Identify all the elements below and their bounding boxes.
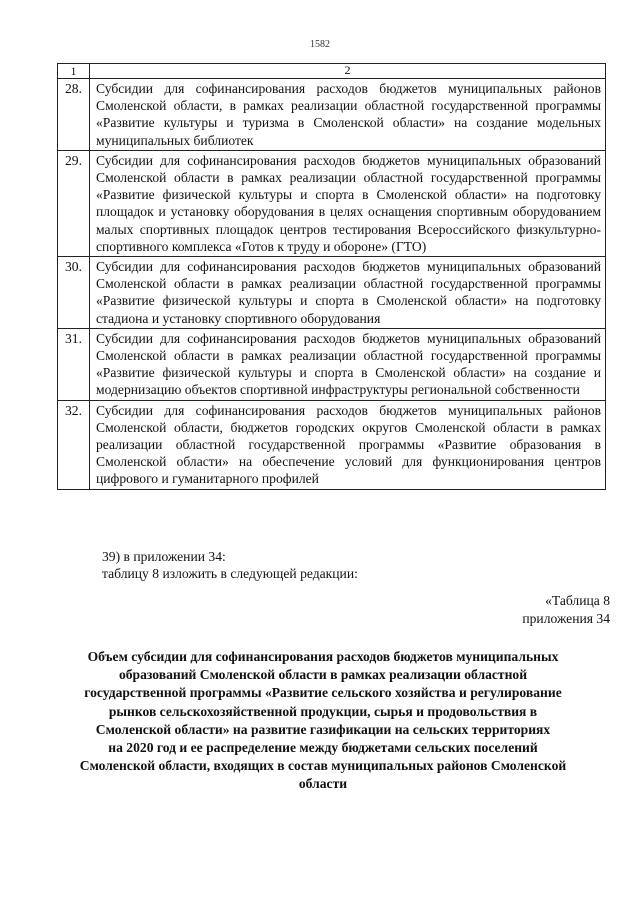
- title-line: Смоленской области, входящих в состав муниципальных районов Смоленской: [79, 758, 567, 774]
- row-text: Субсидии для софинансирования расходов бюджетов муниципальных образований Смоленской области в рамках реализации областной государственной программы «Развитие физической культуры и спорта в Смоленской области» на подготовку стадиона и установку спортивного оборудования: [90, 257, 606, 329]
- title-line: образований Смоленской области в рамках реализации областной: [118, 667, 528, 683]
- row-number: 30.: [58, 257, 90, 329]
- title-line: рынков сельскохозяйственной продукции, сырья и продовольствия в: [108, 703, 538, 719]
- amendment-item-text: 39) в приложении 34:: [102, 549, 226, 564]
- table-row: [58, 150, 606, 256]
- table-row: [58, 400, 606, 489]
- table-label: «Таблица 8: [545, 593, 610, 608]
- table-row: [58, 79, 606, 151]
- table-row: [58, 328, 606, 400]
- row-text: Субсидии для софинансирования расходов бюджетов муниципальных образований Смоленской области в рамках реализации областной государственной программы «Развитие физической культуры и спорта в Смоленской области» на создание и модернизацию объектов спортивной инфраструктуры региональной собственности: [90, 328, 606, 400]
- section-title: [40, 648, 606, 794]
- title-line: Смоленской области» на развитие газификации на сельских территориях: [95, 721, 551, 737]
- amendment-instruction-text: таблицу 8 изложить в следующей редакции:: [102, 566, 358, 581]
- header-col-2: 2: [90, 64, 606, 79]
- row-text: Субсидии для софинансирования расходов бюджетов муниципальных образований Смоленской области в рамках реализации областной государственной программы «Развитие физической культуры и спорта в Смоленской области» на подготовку площадок и установку оборудования в целях оснащения спортивным оборудованием малых спортивных площадок центров тестирования Всероссийского физкультурно-спортивного комплекса «Готов к труду и обороне» (ГТО): [90, 150, 606, 256]
- title-line: на 2020 год и ее распределение между бюджетами сельских поселений: [108, 740, 538, 756]
- page-number: 1582: [310, 39, 330, 50]
- row-number: 29.: [58, 150, 90, 256]
- title-line: государственной программы «Развитие сельского хозяйства и регулирование: [84, 685, 562, 701]
- row-number: 32.: [58, 400, 90, 489]
- appendix-label: приложения 34: [522, 611, 610, 626]
- table-row: [58, 257, 606, 329]
- row-number: 28.: [58, 79, 90, 151]
- table-header-row: [58, 64, 606, 79]
- row-text: Субсидии для софинансирования расходов бюджетов муниципальных районов Смоленской области, бюджетов городских округов Смоленской области в рамках реализации областной государственной программы «Развитие образования в Смоленской области» на обеспечение условий для функционирования центров цифрового и гуманитарного профилей: [90, 400, 606, 489]
- subsidy-table: [57, 63, 606, 490]
- title-line: Объем субсидии для софинансирования расходов бюджетов муниципальных: [87, 649, 559, 664]
- header-col-1: 1: [58, 64, 90, 79]
- row-text: Субсидии для софинансирования расходов бюджетов муниципальных районов Смоленской области, в рамках реализации областной государственной программы «Развитие культуры и туризма в Смоленской области» на создание модельных муниципальных библиотек: [90, 79, 606, 151]
- row-number: 31.: [58, 328, 90, 400]
- title-line: области: [298, 776, 348, 792]
